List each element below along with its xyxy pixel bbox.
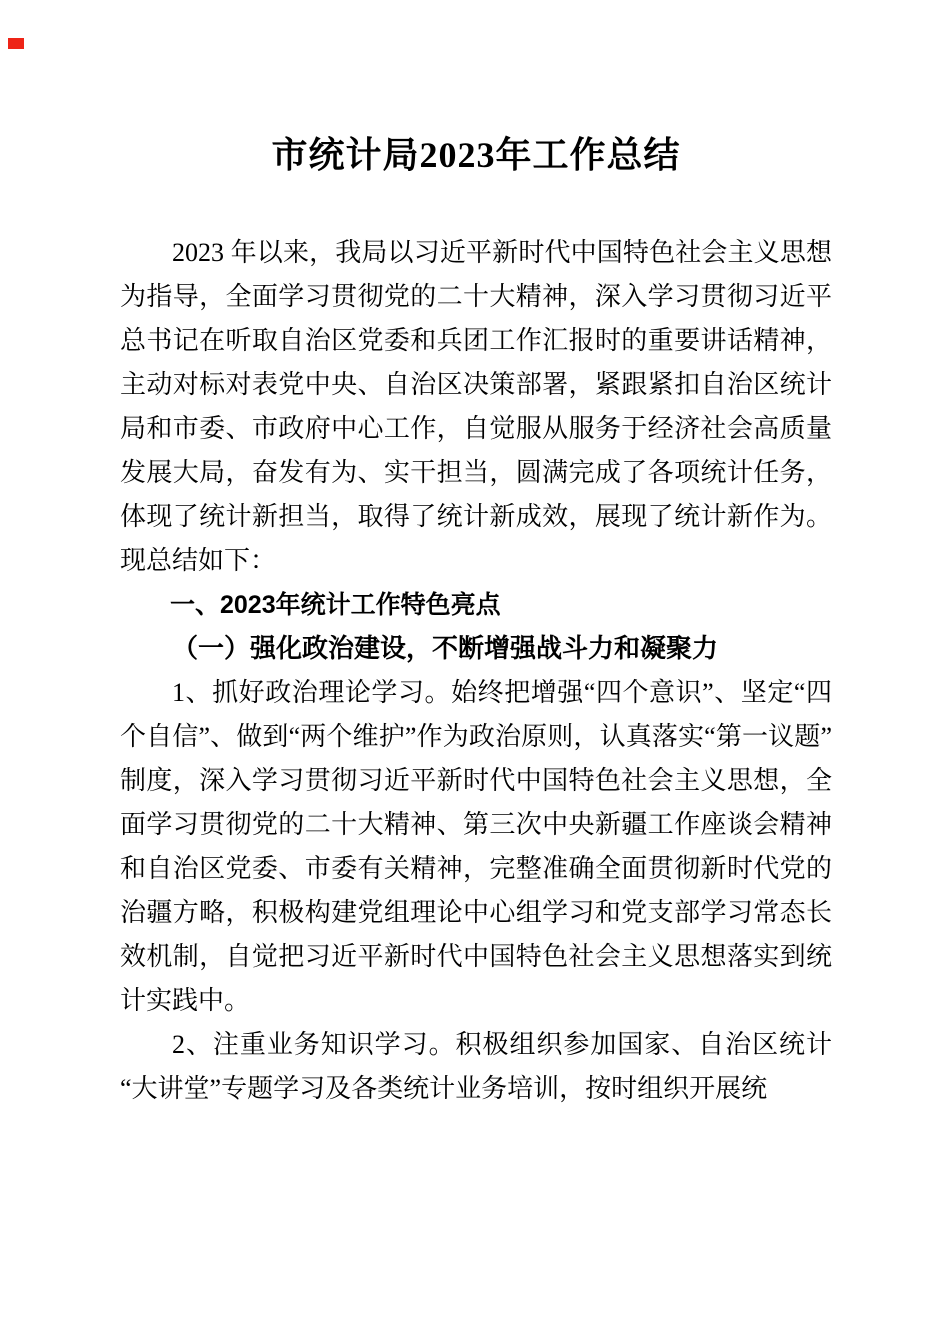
paragraph-item-1: 1、抓好政治理论学习。始终把增强“四个意识”、坚定“四个自信”、做到“两个维护”作为政治原则，认真落实“第一议题”制度，深入学习贯彻习近平新时代中国特色社会主义思想，全面学习贯彻党的二十大精神、第三次中央新疆工作座谈会精神和自治区党委、市委有关精神，完整准确全面贯彻新时代党的治疆方略，积极构建党组理论中心组学习和党支部学习常态长效机制，自觉把习近平新时代中国特色社会主义思想落实到统计实践中。 (120, 677, 832, 1015)
red-annotation-mark (8, 38, 24, 49)
document-content (120, 132, 832, 1111)
document-title: 市统计局2023年工作总结 (271, 135, 681, 175)
section-heading-1: 一、2023年统计工作特色亮点 (170, 590, 501, 619)
paragraph-item-2: 2、注重业务知识学习。积极组织参加国家、自治区统计“大讲堂”专题学习及各类统计业务培训，按时组织开展统 (120, 1029, 832, 1103)
subsection-heading-1-1: （一）强化政治建设，不断增强战斗力和凝聚力 (172, 633, 719, 663)
paragraph-intro: 2023 年以来，我局以习近平新时代中国特色社会主义思想为指导，全面学习贯彻党的二十大精神，深入学习贯彻习近平总书记在听取自治区党委和兵团工作汇报时的重要讲话精神，主动对标对表党中央、自治区决策部署，紧跟紧扣自治区统计局和市委、市政府中心工作，自觉服从服务于经济社会高质量发展大局，奋发有为、实干担当，圆满完成了各项统计任务，体现了统计新担当，取得了统计新成效，展现了统计新作为。现总结如下： (120, 237, 832, 575)
